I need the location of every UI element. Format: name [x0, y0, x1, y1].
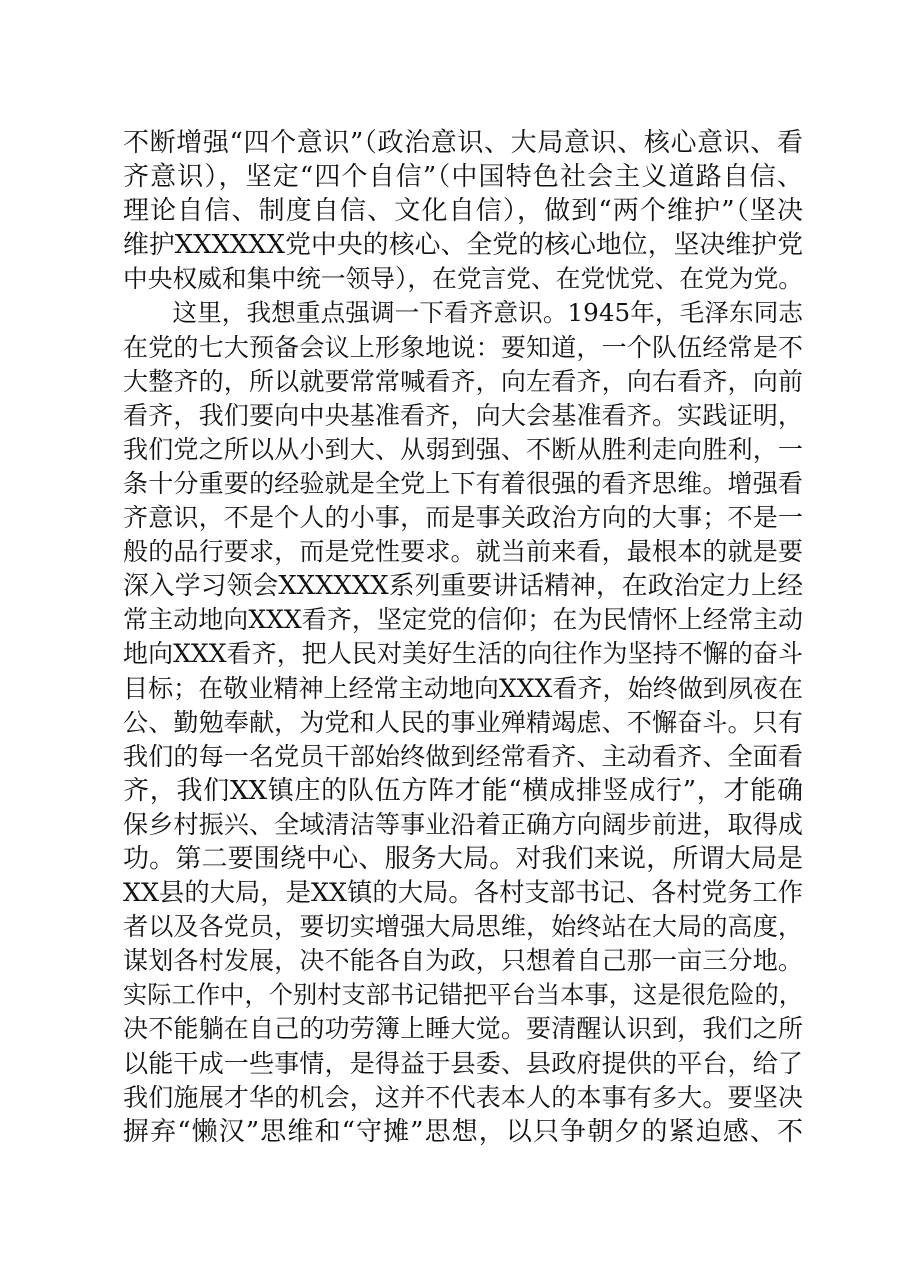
- text-line: 常主动地向XXX看齐，坚定党的信仰；在为民情怀上经常主动: [123, 605, 803, 635]
- text-line: 者以及各党员，要切实增强大局思维，始终站在大局的高度，: [123, 912, 803, 942]
- text-line: 目标；在敬业精神上经常主动地向XXX看齐，始终做到夙夜在: [123, 673, 803, 703]
- text-line: 齐，我们XX镇庄的队伍方阵才能“横成排竖成行”，才能确: [123, 775, 803, 806]
- text-line: 中央权威和集中统一领导），在党言党、在党忧党、在党为党。: [123, 264, 803, 294]
- text-line: XX县的大局，是XX镇的大局。各村支部书记、各村党务工作: [123, 878, 803, 908]
- text-line: 维护XXXXXX党中央的核心、全党的核心地位，坚决维护党: [123, 230, 803, 261]
- text-line: 谋划各村发展，决不能各自为政，只想着自己那一亩三分地。: [123, 946, 803, 976]
- text-line: 实际工作中，个别村支部书记错把平台当本事，这是很危险的，: [123, 981, 803, 1010]
- text-line: 功。第二要围绕中心、服务大局。对我们来说，所谓大局是: [123, 843, 803, 874]
- text-line: 大整齐的，所以就要常常喊看齐，向左看齐，向右看齐，向前: [123, 366, 803, 396]
- text-line: 齐意识，不是个人的小事，而是事关政治方向的大事；不是一: [123, 503, 803, 533]
- text-line: 看齐，我们要向中央基准看齐，向大会基准看齐。实践证明，: [123, 400, 803, 430]
- text-line: 地向XXX看齐，把人民对美好生活的向往作为坚持不懈的奋斗: [123, 639, 803, 669]
- text-line: 以能干成一些事情，是得益于县委、县政府提供的平台，给了: [123, 1048, 803, 1078]
- text-line: 条十分重要的经验就是全党上下有着很强的看齐思维。增强看: [123, 468, 803, 498]
- text-line: 决不能躺在自己的功劳簿上睡大觉。要清醒认识到，我们之所: [123, 1014, 803, 1044]
- text-line: 我们施展才华的机会，这并不代表本人的本事有多大。要坚决: [123, 1082, 803, 1112]
- text-line: 我们的每一名党员干部始终做到经常看齐、主动看齐、全面看: [123, 741, 803, 771]
- text-line: 保乡村振兴、全域清洁等事业沿着正确方向阔步前进，取得成: [123, 809, 803, 839]
- text-line: 这里，我想重点强调一下看齐意识。1945年，毛泽东同志: [123, 298, 803, 328]
- text-line: 摒弃“懒汉”思维和“守摊”思想，以只争朝夕的紧迫感、不: [123, 1116, 803, 1147]
- text-line: 不断增强“四个意识”（政治意识、大局意识、核心意识、看: [123, 128, 803, 158]
- text-line: 公、勤勉奉献，为党和人民的事业殚精竭虑、不懈奋斗。只有: [123, 707, 803, 737]
- text-line: 般的品行要求，而是党性要求。就当前来看，最根本的就是要: [123, 537, 803, 567]
- text-line: 理论自信、制度自信、文化自信），做到“两个维护”（坚决: [123, 196, 803, 227]
- text-line: 我们党之所以从小到大、从弱到强、不断从胜利走向胜利，一: [123, 434, 803, 464]
- text-line: 齐意识），坚定“四个自信”（中国特色社会主义道路自信、: [123, 162, 803, 193]
- text-line: 深入学习领会XXXXXX系列重要讲话精神，在政治定力上经: [123, 571, 803, 602]
- body-text: [123, 126, 803, 1149]
- text-line: 在党的七大预备会议上形象地说：要知道，一个队伍经常是不: [123, 332, 803, 362]
